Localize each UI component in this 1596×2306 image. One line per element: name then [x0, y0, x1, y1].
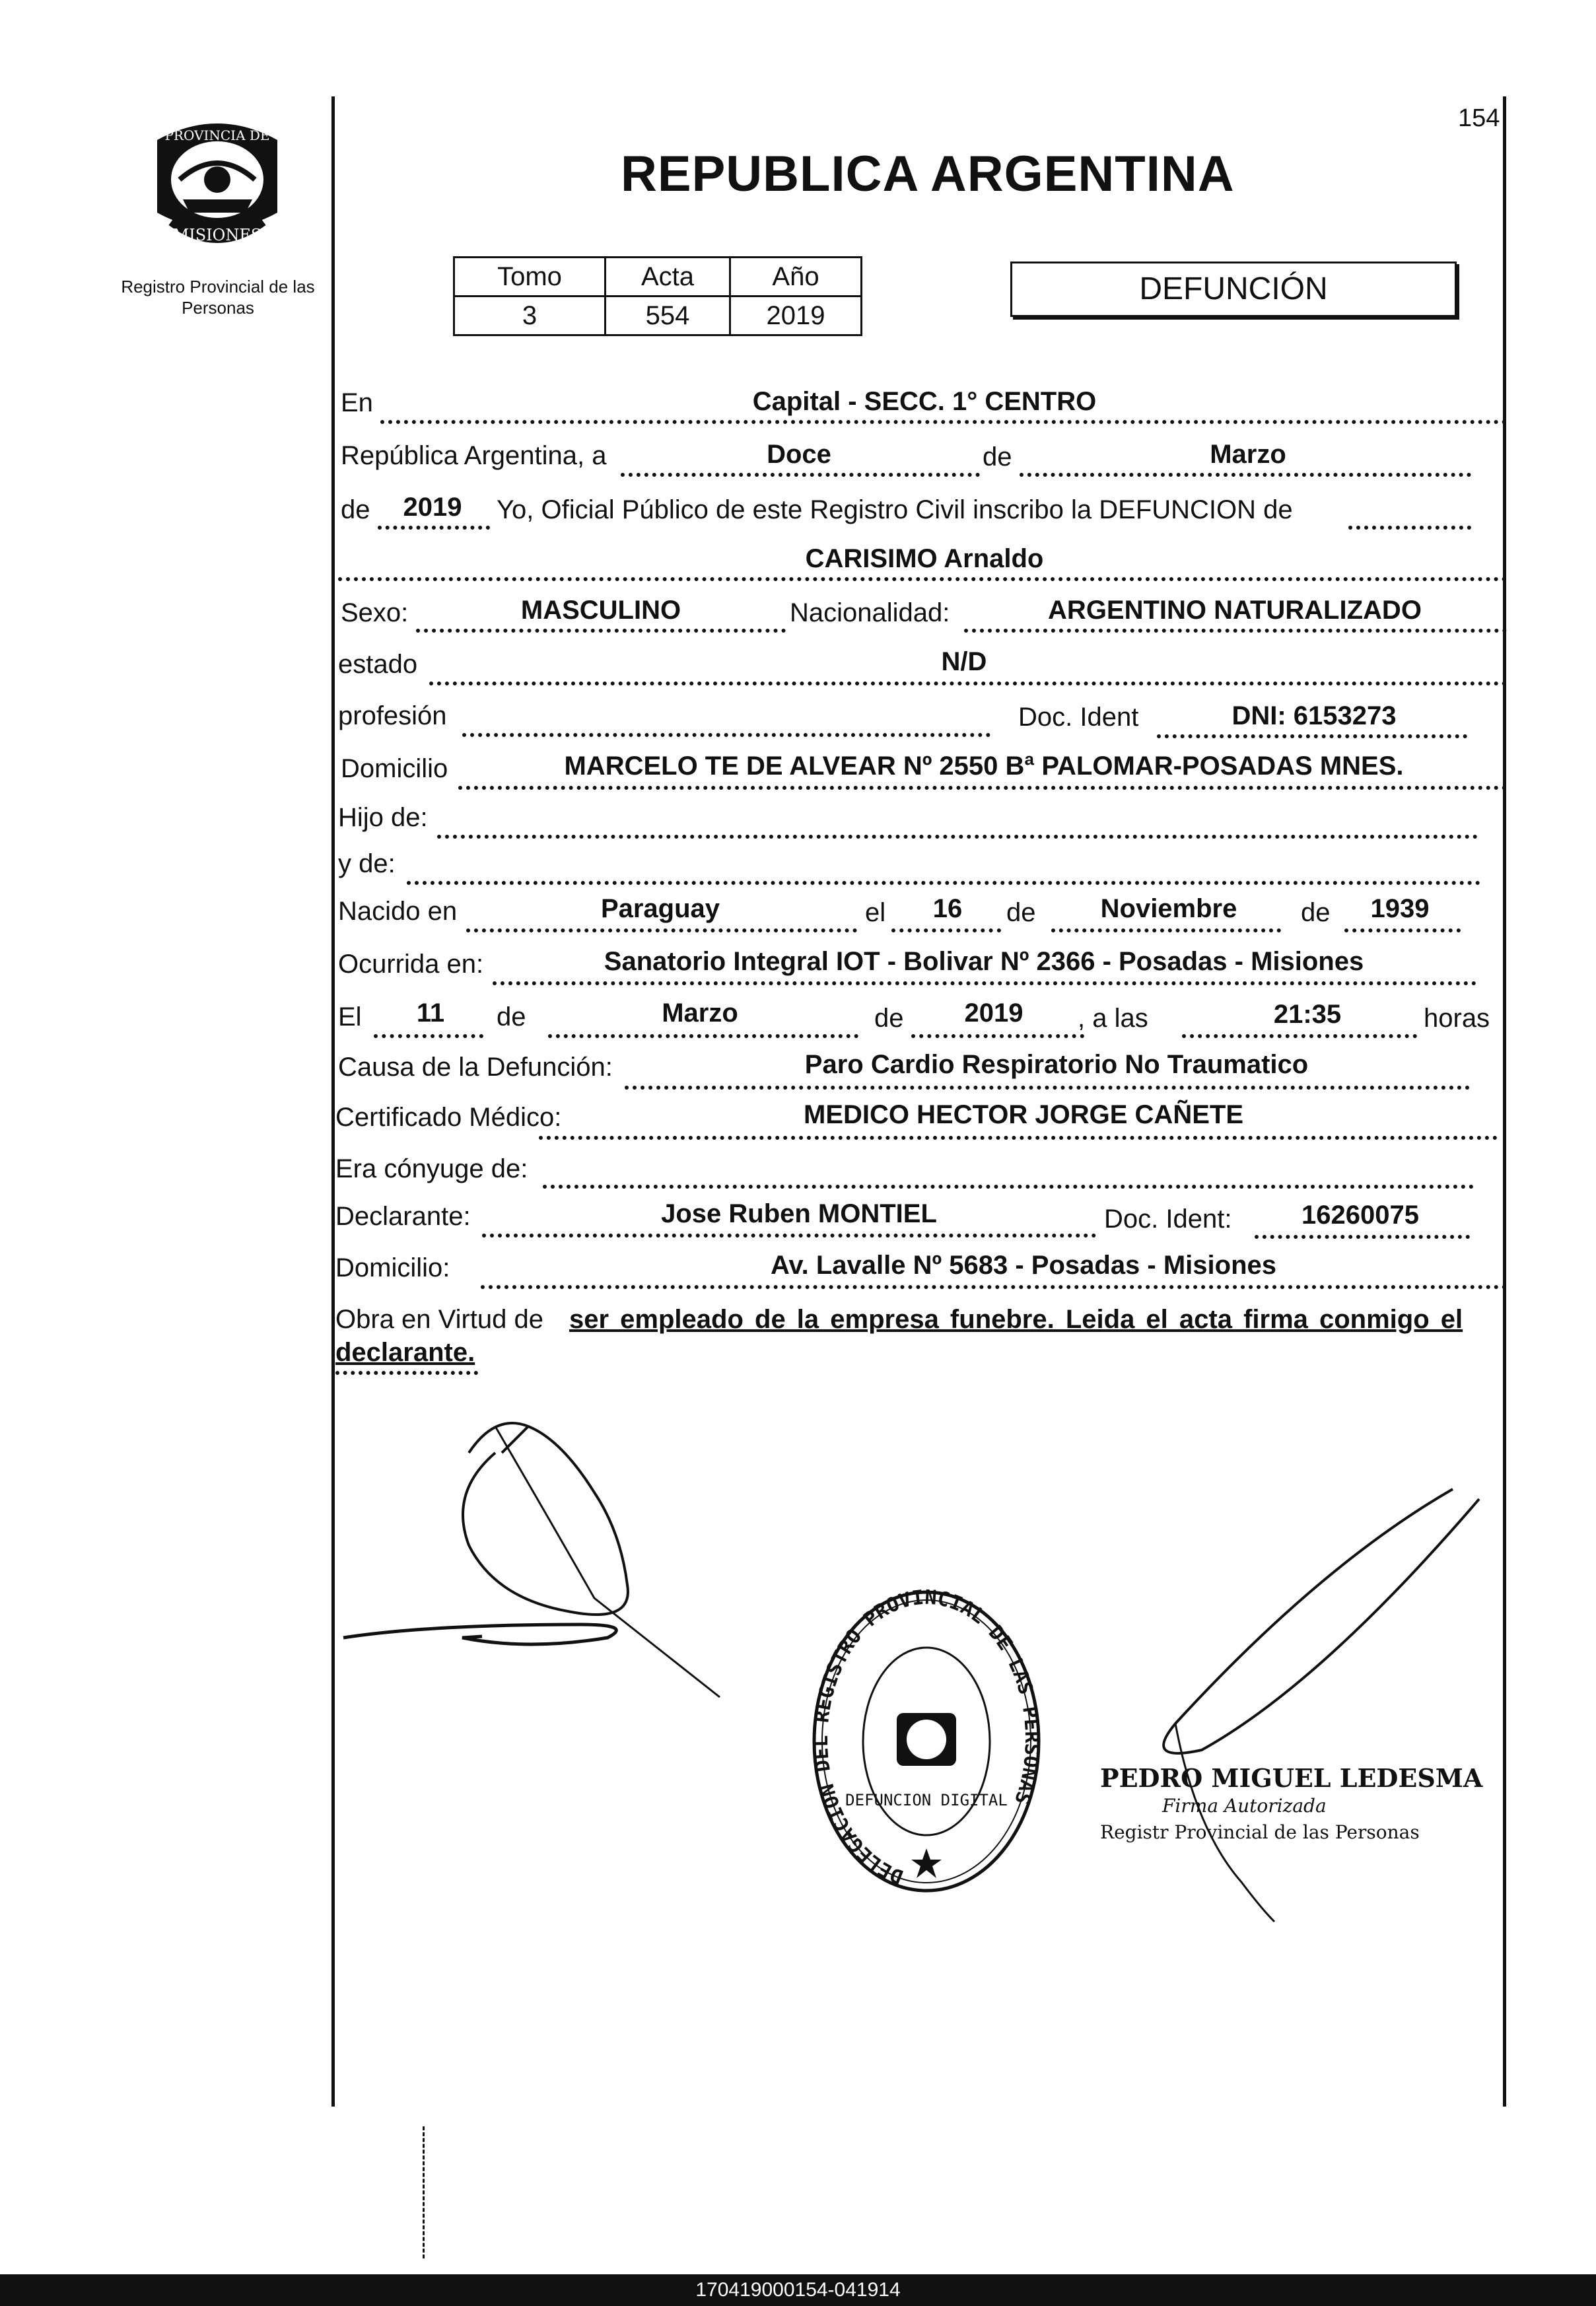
- document-code-bar: 170419000154-041914: [0, 2274, 1596, 2306]
- label-horas: horas: [1424, 1004, 1490, 1033]
- dotted-line: [466, 928, 857, 932]
- label-el-fecha: El: [338, 1002, 362, 1031]
- dotted-line: [458, 786, 1507, 790]
- label-hijo-de: Hijo de:: [338, 803, 428, 832]
- label-doc-ident-declarante: Doc. Ident:: [1104, 1205, 1232, 1234]
- value-lugar: Capital - SECC. 1° CENTRO: [752, 387, 1097, 416]
- label-sexo: Sexo:: [341, 598, 409, 627]
- value-declarante: Jose Ruben MONTIEL: [661, 1199, 937, 1228]
- label-estado: estado: [338, 650, 418, 679]
- dotted-line: [429, 681, 1507, 685]
- label-el: el: [865, 898, 886, 927]
- emblem-bottom-text: MISIONES: [172, 226, 262, 244]
- value-nac-dia: 16: [932, 894, 963, 923]
- label-conyuge: Era cónyuge de:: [335, 1154, 528, 1183]
- dotted-line: [378, 526, 490, 530]
- label-obra: Obra en Virtud de: [335, 1305, 544, 1334]
- table-header-acta: Acta: [606, 258, 730, 297]
- label-causa: Causa de la Defunción:: [338, 1053, 613, 1082]
- value-causa: Paro Cardio Respiratorio No Traumatico: [804, 1050, 1309, 1079]
- label-nacido-en: Nacido en: [338, 897, 458, 926]
- dotted-line: [543, 1185, 1474, 1189]
- dotted-line: [335, 1371, 478, 1375]
- label-de-nac-mes: de: [1006, 898, 1036, 927]
- value-declarante-domicilio: Av. Lavalle Nº 5683 - Posadas - Misiones: [770, 1251, 1277, 1280]
- value-def-mes: Marzo: [662, 998, 738, 1028]
- value-anio: 2019: [403, 493, 462, 522]
- seal-inner-text: DEFUNCION DIGITAL: [845, 1791, 1008, 1809]
- left-margin-line: [331, 96, 335, 2107]
- declarant-signature: [330, 1413, 753, 1704]
- dotted-line: [891, 928, 1001, 932]
- label-de-def-mes: de: [497, 1002, 526, 1031]
- label-de-anio: de: [341, 495, 370, 524]
- value-obra-line2: declarante.: [335, 1338, 475, 1367]
- value-sexo: MASCULINO: [520, 596, 681, 625]
- label-declarante: Declarante:: [335, 1202, 471, 1231]
- table-header-tomo: Tomo: [454, 258, 606, 297]
- value-obra-line1: ser empleado de la empresa funebre. Leida el acta firma conmigo el: [569, 1305, 1463, 1334]
- officer-institution: Registr Provincial de las Personas: [1100, 1821, 1420, 1843]
- page-number: 154: [1458, 104, 1500, 132]
- value-declarante-doc: 16260075: [1301, 1201, 1419, 1230]
- registry-name: Registro Provincial de las Personas: [121, 277, 315, 318]
- official-seal: [810, 1588, 1043, 1895]
- act-reference-table: [453, 256, 862, 336]
- value-nacido-en: Paraguay: [600, 894, 720, 923]
- emblem-top-text: PROVINCIA DE: [164, 127, 270, 143]
- value-def-anio: 2019: [964, 998, 1024, 1028]
- label-republica: República Argentina, a: [341, 441, 607, 470]
- dotted-line: [1051, 928, 1281, 932]
- margin-tick: [423, 2126, 427, 2258]
- label-de-def-anio: de: [874, 1004, 904, 1033]
- seal-ring-text: DELEGACION DEL REGISTRO PROVINCIAL DE LAS PERSONAS: [810, 1588, 1043, 1889]
- value-certificado: MEDICO HECTOR JORGE CAÑETE: [804, 1100, 1243, 1129]
- dotted-line: [1020, 473, 1471, 477]
- officer-name: PEDRO MIGUEL LEDESMA: [1100, 1763, 1483, 1793]
- act-type-box: DEFUNCIÓN: [1010, 262, 1457, 317]
- value-dni: DNI: 6153273: [1232, 701, 1397, 730]
- value-nac-mes: Noviembre: [1100, 894, 1237, 923]
- value-def-dia: 11: [416, 998, 445, 1028]
- label-domicilio: Domicilio: [341, 754, 448, 783]
- dotted-line: [481, 1285, 1507, 1289]
- dotted-line: [539, 1136, 1498, 1140]
- dotted-line: [380, 420, 1507, 424]
- document-title: REPUBLICA ARGENTINA: [621, 146, 1235, 202]
- label-de: de: [983, 442, 1012, 472]
- officer-signature: [1123, 1486, 1492, 1935]
- label-en: En: [341, 388, 373, 417]
- dotted-line: [964, 629, 1507, 633]
- dotted-line: [462, 733, 990, 737]
- label-doc-ident: Doc. Ident: [1018, 703, 1139, 732]
- officer-title: Firma Autorizada: [1162, 1795, 1327, 1817]
- value-estado: N/D: [941, 647, 987, 676]
- value-nombre: CARISIMO Arnaldo: [805, 544, 1044, 573]
- value-mes-texto: Marzo: [1210, 440, 1286, 469]
- dotted-line: [621, 473, 980, 477]
- label-y-de: y de:: [338, 849, 396, 878]
- label-certificado: Certificado Médico:: [335, 1103, 562, 1132]
- dotted-line: [911, 1034, 1084, 1038]
- dotted-line: [493, 981, 1476, 985]
- table-header-anio: Año: [730, 258, 862, 297]
- dotted-line: [407, 881, 1480, 885]
- label-yo: Yo, Oficial Público de este Registro Civil inscribo la DEFUNCION de: [497, 495, 1293, 524]
- label-nacionalidad: Nacionalidad:: [790, 598, 950, 627]
- table-value-anio: 2019: [730, 297, 862, 335]
- dotted-line: [1157, 734, 1467, 738]
- value-domicilio: MARCELO TE DE ALVEAR Nº 2550 Bª PALOMAR-POSADAS MNES.: [564, 751, 1404, 781]
- dotted-line: [1344, 928, 1461, 932]
- label-de-nac-anio: de: [1301, 898, 1331, 927]
- value-nac-anio: 1939: [1370, 894, 1430, 923]
- dotted-line: [437, 835, 1478, 839]
- dotted-line: [1255, 1235, 1470, 1239]
- dotted-line: [625, 1086, 1470, 1090]
- dotted-line: [1182, 1034, 1417, 1038]
- dotted-line: [416, 629, 786, 633]
- table-value-tomo: 3: [454, 297, 606, 335]
- value-def-hora: 21:35: [1273, 1000, 1342, 1029]
- value-nacionalidad: ARGENTINO NATURALIZADO: [1048, 596, 1422, 625]
- misiones-emblem: [147, 114, 288, 258]
- label-a-las: , a las: [1078, 1004, 1148, 1033]
- right-margin-line: [1503, 96, 1506, 2107]
- table-value-acta: 554: [606, 297, 730, 335]
- dotted-line: [338, 577, 1507, 581]
- value-ocurrida-en: Sanatorio Integral IOT - Bolivar Nº 2366 - Posadas - Misiones: [604, 947, 1364, 976]
- dotted-line: [482, 1234, 1096, 1238]
- dotted-line: [1348, 526, 1471, 530]
- label-profesion: profesión: [338, 701, 447, 730]
- dotted-line: [548, 1034, 858, 1038]
- value-dia-texto: Doce: [767, 440, 831, 469]
- label-ocurrida-en: Ocurrida en:: [338, 950, 484, 979]
- dotted-line: [374, 1034, 483, 1038]
- label-domicilio-declarante: Domicilio:: [335, 1253, 450, 1282]
